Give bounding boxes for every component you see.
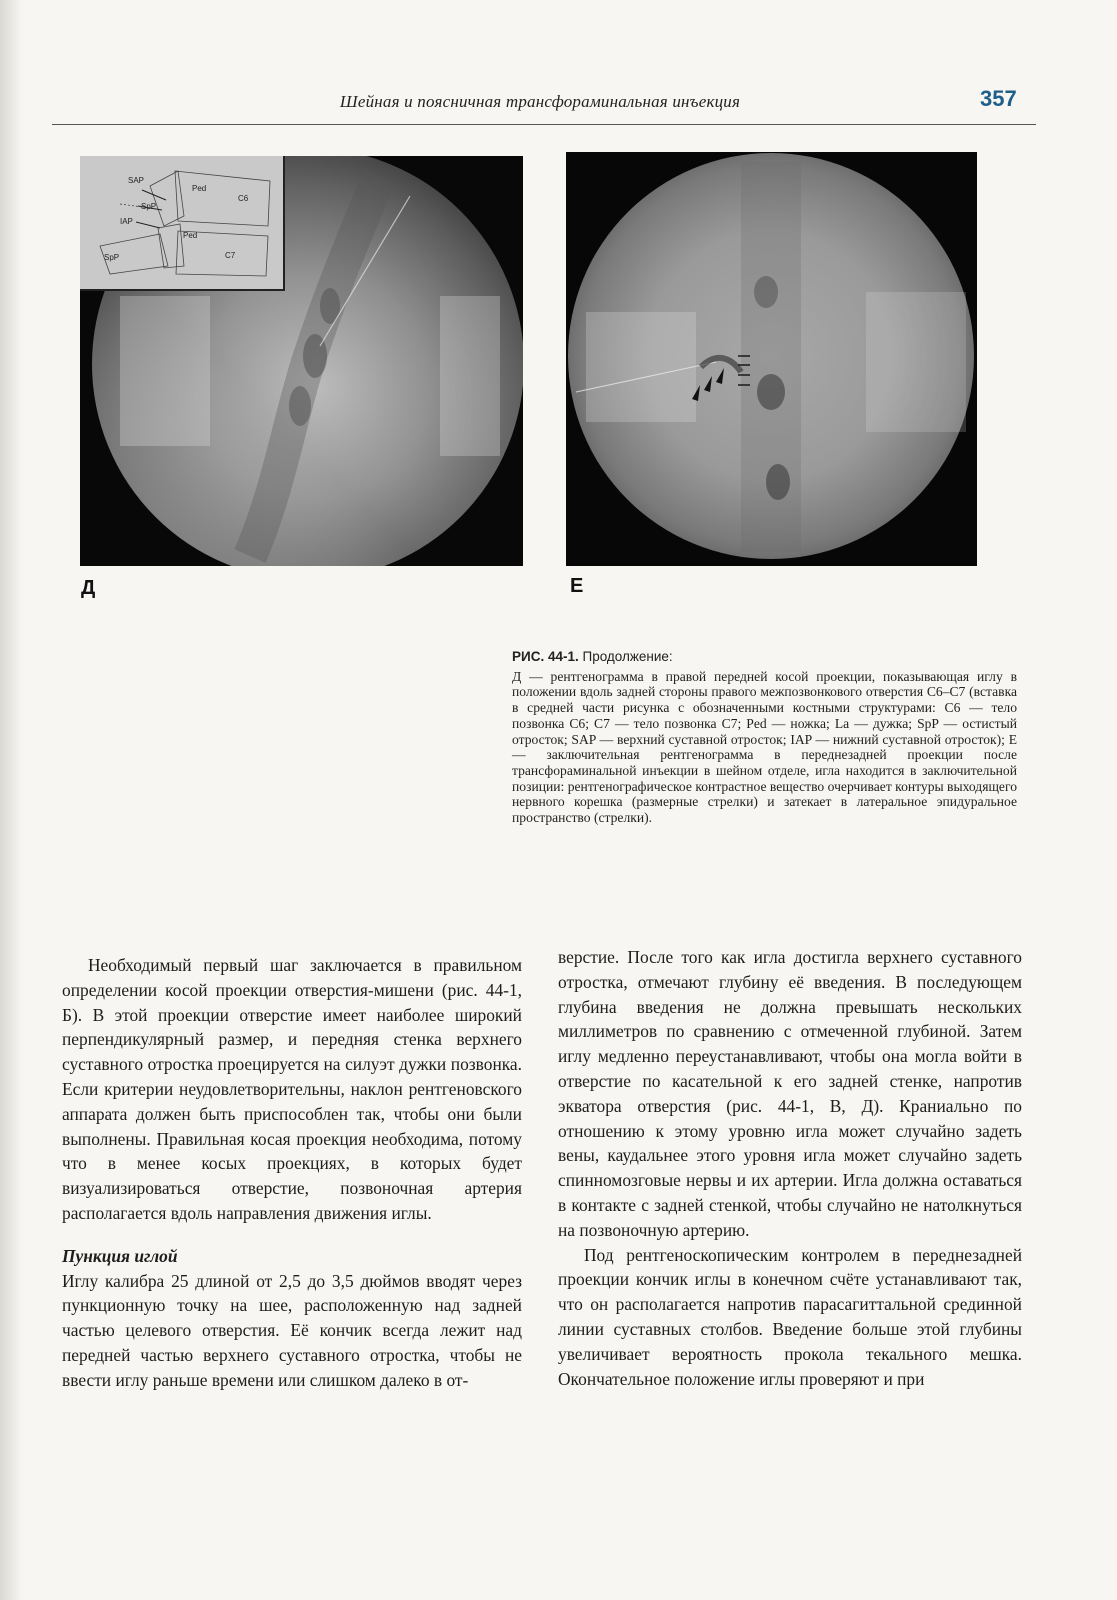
body-column-right	[558, 945, 1022, 1391]
section-subheading: Пункция иглой	[62, 1245, 178, 1266]
inset-label-ped-upper: Ped	[192, 184, 207, 193]
inset-label-spp-lower: SpP	[104, 253, 120, 262]
caption-label: РИС. 44-1.	[512, 649, 579, 664]
inset-label-sap: SAP	[128, 176, 145, 185]
running-header-title: Шейная и поясничная трансфораминальная инъекция	[339, 92, 741, 111]
inset-label-ped-lower: Ped	[183, 231, 198, 240]
inset-label-spp-upper: SpP	[141, 202, 157, 211]
header-rule	[52, 124, 1036, 125]
caption-heading	[512, 649, 1017, 665]
right-paragraph-1: верстие. После того как игла достигла верхнего суставного отростка, отмечают глубину её введения. В последующем глубина введения не должна превышать нескольких миллиметров по сравнению с отмеченной глубиной. Затем иглу медленно переустанавливают, чтобы она могла войти в отверстие по касательной к его задней стенке, напротив экватора отверстия (рис. 44-1, В, Д). Краниально по отношению к этому уровню игла может случайно задеть вены, каудальнее этого уровня игла может случайно задеть спинномозговые нервы и их артерии. Игла должна оставаться в контакте с задней стенкой, чтобы случайно не натолкнуться на позвоночную артерию.	[558, 947, 1022, 1240]
page-gutter-shadow	[0, 0, 22, 1600]
figure-panel-d-radiograph	[80, 156, 523, 566]
inset-label-c7: C7	[225, 251, 236, 260]
inset-vertebra-outline	[80, 156, 283, 289]
figure-panel-d-letter: Д	[81, 577, 96, 599]
inset-label-iap: IAP	[120, 217, 133, 226]
page-number: 357	[980, 86, 1017, 111]
right-paragraph-2: Под рентгеноскопическим контролем в переднезадней проекции кончик иглы в конечном счёте устанавливают так, что он располагается напротив парасагиттальной срединной линии суставных столбов. Введение больше этой глубины увеличивает вероятность прокола текального мешка. Окончательное положение иглы проверяют и при	[558, 1244, 1022, 1389]
left-paragraph-1: Необходимый первый шаг заключается в правильном определении косой проекции отверстия-мишени (рис. 44-1, Б). В этой проекции отверстие имеет наиболее широкий перпендикулярный размер, и передняя стенка верхнего суставного отростка проецируется на силуэт дужки позвонка. Если критерии неудовлетворительны, наклон рентгеновского аппарата должен быть приспособлен так, чтобы они были выполнены. Правильная косая проекция необходима, потому что в менее косых проекциях, в которых будет визуализироваться отверстие, позвоночная артерия располагается вдоль направления движения иглы.	[62, 955, 522, 1223]
caption-text: Д — рентгенограмма в правой передней косой проекции, показывающая иглу в положении вдоль задней стороны правого межпозвонкового отверстия С6–С7 (вставка в средней части рисунка с обозначенными костными структурами: С6 — тело позвонка С6; С7 — тело позвонка С7; Ped — ножка; La — дужка; SpP — остистый отросток; SAP — верхний суставной отросток; IAP — нижний суставной отросток); Е — заключительная рентгенограмма в переднезадней проекции после трансфораминальной инъекции в шейном отделе, игла находится в заключительной позиции: рентгенографическое контрастное вещество очерчивает контуры выходящего нервного корешка (размерные стрелки) и затекает в латеральное эпидуральное пространство (стрелки).	[512, 668, 1017, 826]
figure-panel-e-letter: Е	[570, 575, 584, 597]
figure-panel-e-radiograph	[566, 152, 977, 566]
left-paragraph-2: Иглу калибра 25 длиной от 2,5 до 3,5 дюймов вводят через пункционную точку на шее, расположенную над задней частью целевого отверстия. Её кончик всегда лежит над передней частью верхнего суставного отростка, чтобы не ввести иглу раньше времени или слишком далеко в от-	[62, 1270, 522, 1390]
radiograph-e-image	[566, 152, 977, 566]
inset-label-c6: C6	[238, 194, 249, 203]
figure-caption	[512, 649, 1017, 826]
caption-label-rest: Продолжение:	[582, 649, 673, 664]
body-column-left	[62, 953, 522, 1393]
figure-inset-diagram	[80, 156, 285, 291]
